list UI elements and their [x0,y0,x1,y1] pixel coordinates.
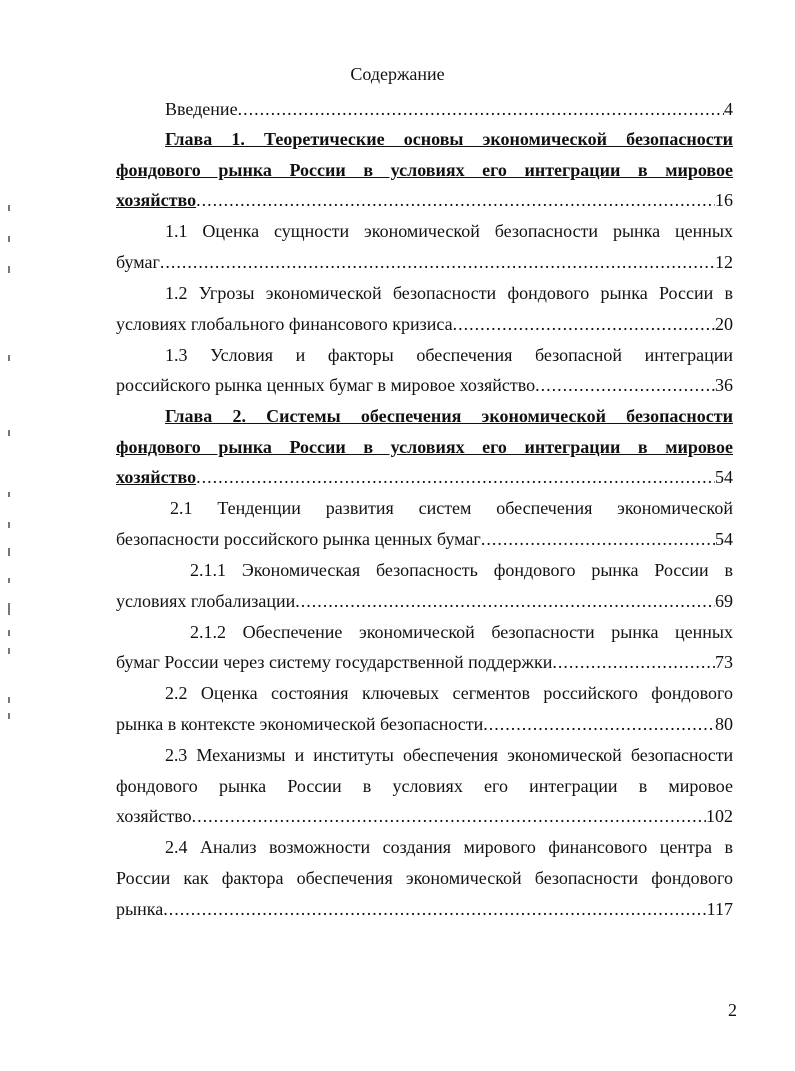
entry-text: условиях глобализации [116,591,296,611]
entry-text: рынка [116,899,164,919]
entry-page: 16 [715,190,733,210]
toc-section-2-4-line2[interactable]: России как фактора обеспечения экономической безопасности фондового [116,868,733,888]
toc-section-1-2-line1[interactable]: 1.2 Угрозы экономической безопасности фондового рынка России в [165,283,733,303]
toc-chapter-1-line3[interactable] [116,189,733,211]
toc-section-2-4-line1[interactable]: 2.4 Анализ возможности создания мирового финансового центра в [165,837,733,857]
entry-text: хозяйство [116,467,197,487]
scan-mark [8,236,10,242]
toc-chapter-2-line1[interactable]: Глава 2. Системы обеспечения экономической безопасности [165,406,733,426]
toc-section-2-2-line1[interactable]: 2.2 Оценка состояния ключевых сегментов российского фондового [165,683,733,703]
dot-leader [552,651,715,673]
dot-leader [481,528,715,550]
entry-text: условиях глобального финансового кризиса [116,314,453,334]
scan-mark [8,630,10,636]
entry-page: 12 [715,252,733,272]
toc-section-2-3-line2[interactable]: фондового рынка России в условиях его интеграции в мировое [116,776,733,796]
toc-section-1-1-line1[interactable]: 1.1 Оценка сущности экономической безопасности рынка ценных [165,221,733,241]
entry-text: хозяйство [116,190,197,210]
entry-text: российского рынка ценных бумаг в мировое хозяйство [116,375,536,395]
entry-page: 102 [706,806,733,826]
toc-section-1-1-line2[interactable] [116,251,733,273]
scan-mark [8,603,10,615]
toc-subsection-2-1-1-line2[interactable] [116,590,733,612]
entry-page: 69 [715,591,733,611]
dot-leader [196,466,715,488]
toc-chapter-2-line3[interactable] [116,466,733,488]
dot-leader [192,805,706,827]
dot-leader [453,313,715,335]
scan-mark [8,205,10,211]
toc-entry-intro[interactable] [165,98,733,120]
toc-chapter-2-line2[interactable]: фондового рынка России в условиях его интеграции в мировое [116,437,733,457]
scan-mark [8,713,10,719]
toc-section-2-4-line3[interactable] [116,898,733,920]
entry-page: 54 [715,529,733,549]
dot-leader [196,189,715,211]
toc-chapter-1-line1[interactable]: Глава 1. Теоретические основы экономической безопасности [165,129,733,149]
scan-mark [8,648,10,654]
entry-page: 73 [715,652,733,672]
toc-section-2-1-line2[interactable] [116,528,733,550]
scan-mark [8,492,10,497]
toc-section-1-2-line2[interactable] [116,313,733,335]
toc-subsection-2-1-2-line1[interactable]: 2.1.2 Обеспечение экономической безопасности рынка ценных [190,622,733,642]
toc-subsection-2-1-1-line1[interactable]: 2.1.1 Экономическая безопасность фондового рынка России в [190,560,733,580]
dot-leader [238,98,724,120]
toc-section-2-2-line2[interactable] [116,713,733,735]
dot-leader [535,374,715,396]
dot-leader [295,590,715,612]
entry-text: бумаг [116,252,160,272]
toc-section-2-3-line3[interactable] [116,805,733,827]
entry-text: хозяйство [116,806,192,826]
scan-mark [8,430,10,436]
toc-section-1-3-line1[interactable]: 1.3 Условия и факторы обеспечения безопасной интеграции [165,345,733,365]
entry-page: 20 [715,314,733,334]
entry-page: 36 [715,375,733,395]
dot-leader [160,251,715,273]
entry-text: рынка в контексте экономической безопасности [116,714,484,734]
entry-text: бумаг России через систему государственной поддержки [116,652,553,672]
entry-text: безопасности российского рынка ценных бумаг [116,529,481,549]
toc-section-1-3-line2[interactable] [116,374,733,396]
entry-page: 80 [715,714,733,734]
entry-text: Введение [165,99,238,119]
scan-mark [8,522,10,528]
toc-subsection-2-1-2-line2[interactable] [116,651,733,673]
toc-section-2-3-line1[interactable]: 2.3 Механизмы и институты обеспечения экономической безопасности [165,745,733,765]
dot-leader [163,898,706,920]
entry-page: 4 [724,99,733,119]
dot-leader [483,713,715,735]
toc-chapter-1-line2[interactable]: фондового рынка России в условиях его интеграции в мировое [116,160,733,180]
toc-section-2-1-line1[interactable]: 2.1 Тенденции развития систем обеспечения экономической [170,498,733,518]
page-title: Содержание [350,64,445,84]
scan-mark [8,266,10,273]
scan-mark [8,578,10,583]
scan-mark [8,697,10,703]
entry-page: 54 [715,467,733,487]
entry-page: 117 [706,899,733,919]
scan-mark [8,355,10,361]
page-number: 2 [728,1000,737,1020]
scan-mark [8,548,10,556]
